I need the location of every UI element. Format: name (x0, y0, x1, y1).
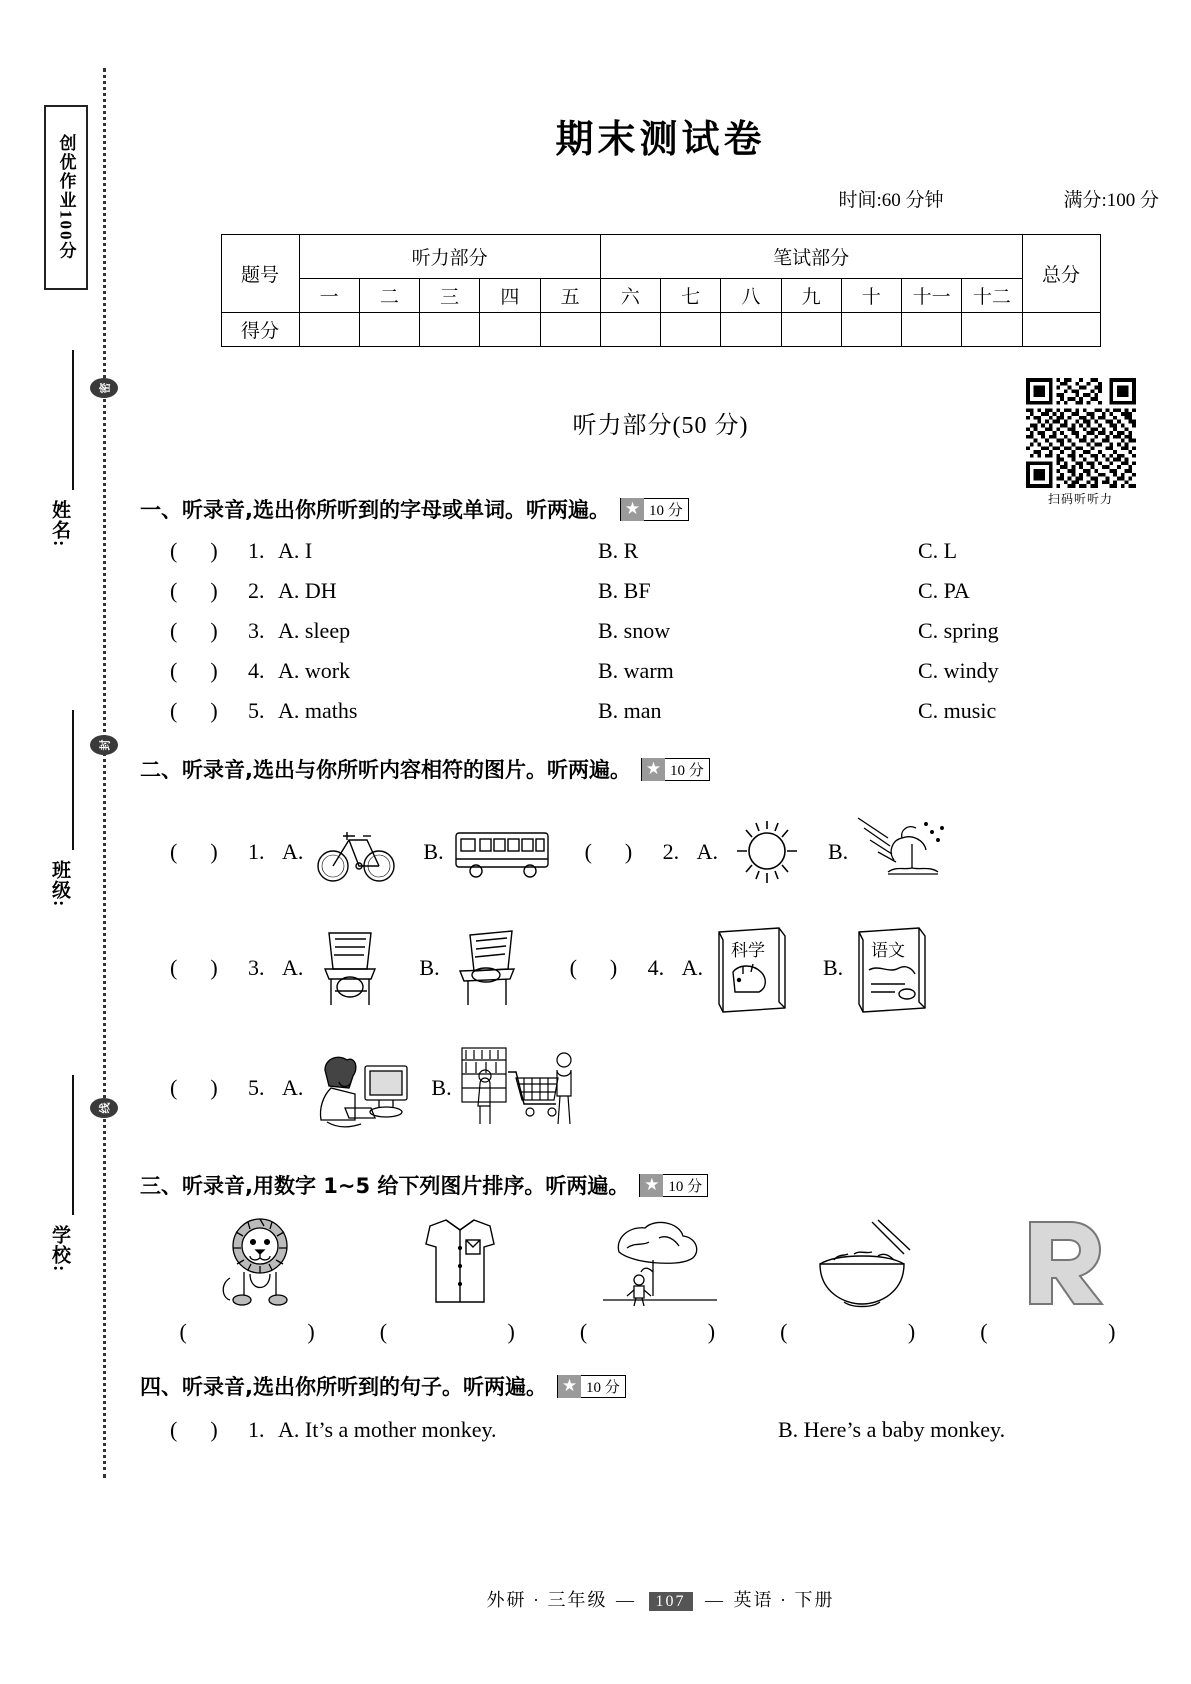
option-b-label: B. (822, 955, 844, 980)
footer-subject: 英语 (733, 1590, 774, 1610)
option-b[interactable]: B. warm (598, 658, 674, 683)
answer-paren[interactable]: ( ) (584, 839, 633, 864)
seal-text-mi: 密 (99, 382, 111, 394)
shirt-icon (410, 1214, 510, 1310)
option-a-label: A. (696, 839, 718, 864)
question-4-block (130, 1371, 1191, 1443)
page-title: 期末测试卷 (555, 116, 766, 161)
chinese-book-text: 语文 (871, 941, 906, 961)
footer-dash-left: — (616, 1590, 636, 1610)
option-a-picture[interactable] (278, 1046, 419, 1130)
score-cell-5[interactable] (540, 313, 600, 347)
answer-paren[interactable]: ( ) (170, 618, 218, 643)
footer-dot-2: · (780, 1590, 788, 1610)
item-number: 2. (248, 578, 265, 603)
lion-icon (200, 1214, 320, 1310)
option-a-picture[interactable] (278, 925, 391, 1011)
option-a-picture[interactable] (693, 813, 810, 891)
exam-meta (130, 185, 1191, 212)
mc-row[interactable] (130, 698, 1191, 724)
footer-dot-1: · (533, 1590, 541, 1610)
ordering-answer-paren[interactable]: ( ) (980, 1319, 1142, 1344)
option-b[interactable]: B. Here’s a baby monkey. (778, 1417, 1006, 1442)
score-cell-3[interactable] (420, 313, 480, 347)
rice-bowl-icon (800, 1214, 922, 1310)
tree-boy-icon (597, 1214, 723, 1310)
option-c[interactable]: C. L (918, 538, 958, 563)
score-col-9: 九 (781, 279, 841, 313)
field-school (46, 1065, 73, 1272)
answer-paren[interactable]: ( ) (569, 955, 618, 980)
picture-mc-row[interactable] (130, 922, 1191, 1014)
picture-mc-row[interactable] (130, 1044, 1191, 1132)
sun-icon (724, 813, 810, 891)
question-4-points-badge (557, 1375, 626, 1398)
ordering-answer-paren[interactable]: ( ) (780, 1319, 942, 1344)
left-margin (0, 0, 130, 1684)
score-table-row-label: 题号 (221, 235, 299, 313)
windy-tree-icon (854, 812, 950, 892)
ordering-item[interactable] (768, 1214, 953, 1345)
answer-paren[interactable]: ( ) (170, 1417, 218, 1442)
score-group-written: 笔试部分 (600, 235, 1022, 279)
option-b-picture[interactable] (419, 821, 554, 883)
answer-paren[interactable]: ( ) (170, 578, 218, 603)
supermarket-icon (458, 1044, 578, 1132)
qr-caption: 扫码听听力 (1047, 492, 1113, 506)
score-col-3: 三 (420, 279, 480, 313)
option-b-picture[interactable] (824, 812, 950, 892)
exam-page (130, 0, 1191, 1684)
qr-code-block[interactable] (998, 378, 1163, 507)
seal-dotted-line (103, 68, 106, 1478)
ordering-picture-row (130, 1214, 1191, 1345)
question-4-points: 10 分 (585, 1379, 620, 1396)
star-icon: ★ (621, 498, 644, 521)
question-2-points: 10 分 (669, 762, 704, 779)
question-3-points-badge (639, 1174, 708, 1197)
item-number: 5. (248, 698, 265, 723)
score-col-4: 四 (480, 279, 540, 313)
item-number: 3. (248, 955, 265, 980)
seal-badge-feng (90, 735, 118, 755)
question-2-block (130, 754, 1191, 1132)
total-score: 满分:100 分 (1063, 190, 1159, 211)
option-c[interactable]: C. music (918, 698, 997, 723)
score-col-11: 十一 (902, 279, 962, 313)
score-cell-1[interactable] (299, 313, 359, 347)
item-number: 4. (248, 658, 265, 683)
score-col-10: 十 (841, 279, 901, 313)
name-write-line[interactable] (72, 350, 74, 490)
answer-paren[interactable]: ( ) (170, 658, 218, 683)
answer-paren[interactable]: ( ) (170, 839, 218, 864)
star-icon: ★ (642, 758, 665, 781)
mc-row[interactable] (130, 658, 1191, 684)
question-3-text: 三、听录音,用数字 1~5 给下列图片排序。听两遍。 (140, 1174, 630, 1198)
option-a-label: A. (681, 955, 703, 980)
answer-paren[interactable]: ( ) (170, 955, 218, 980)
option-b-label: B. (827, 839, 849, 864)
mc-row[interactable] (130, 578, 1191, 604)
science-book-text: 科学 (730, 941, 765, 961)
option-c[interactable]: C. PA (918, 578, 970, 603)
score-col-6: 六 (600, 279, 660, 313)
ordering-answer-paren[interactable]: ( ) (579, 1319, 742, 1344)
answer-paren[interactable]: ( ) (170, 698, 218, 723)
question-1-points-badge (620, 498, 689, 521)
field-name-label: 姓名: (49, 500, 70, 548)
question-2-points-badge (641, 758, 710, 781)
score-col-5: 五 (540, 279, 600, 313)
field-school-label: 学校: (49, 1225, 70, 1273)
option-b-picture[interactable] (427, 1044, 577, 1132)
option-b[interactable]: B. R (598, 538, 639, 563)
letter-r-icon (1008, 1214, 1114, 1310)
item-number: 2. (662, 839, 680, 864)
score-col-2: 二 (359, 279, 419, 313)
chinese-book-icon (849, 922, 935, 1014)
option-a[interactable]: A. maths (278, 698, 358, 723)
footer-dash-right: — (705, 1590, 725, 1610)
item-number: 1. (248, 1417, 265, 1442)
footer-grade: 三年级 (547, 1590, 608, 1610)
picture-mc-row[interactable] (130, 812, 1191, 892)
score-cell-total[interactable] (1022, 313, 1100, 347)
qr-code-icon[interactable] (1017, 378, 1145, 488)
score-col-12: 十二 (962, 279, 1022, 313)
ordering-item[interactable] (168, 1214, 353, 1345)
score-cell-7[interactable] (661, 313, 721, 347)
option-a-label: A. (282, 1075, 304, 1100)
mc-row[interactable] (130, 618, 1191, 644)
score-row-label: 得分 (221, 313, 299, 347)
seal-text-xian: 线 (99, 1102, 111, 1114)
question-4-text: 四、听录音,选出你所听到的句子。听两遍。 (140, 1375, 547, 1399)
score-cell-10[interactable] (841, 313, 901, 347)
item-number: 3. (248, 618, 265, 643)
option-b[interactable]: B. BF (598, 578, 651, 603)
option-c[interactable]: C. spring (918, 618, 999, 643)
footer-publisher: 外研 (486, 1590, 527, 1610)
option-a[interactable]: A. I (278, 538, 313, 563)
class-write-line[interactable] (72, 710, 74, 850)
question-3-block (130, 1170, 1191, 1345)
score-table (221, 234, 1101, 347)
question-2-heading (140, 754, 1191, 784)
option-a[interactable]: A. work (278, 658, 351, 683)
score-cell-2[interactable] (359, 313, 419, 347)
time-limit: 时间:60 分钟 (838, 190, 944, 211)
brand-label: 创优作业100分 (56, 134, 76, 261)
item-number: 1. (248, 839, 265, 864)
score-cell-4[interactable] (480, 313, 540, 347)
item-number: 1. (248, 538, 265, 563)
option-b-label: B. (431, 1075, 452, 1100)
score-col-7: 七 (661, 279, 721, 313)
question-2-text: 二、听录音,选出与你所听内容相符的图片。听两遍。 (140, 758, 631, 782)
ordering-item[interactable] (568, 1214, 753, 1345)
option-b[interactable]: B. snow (598, 618, 671, 643)
score-col-1: 一 (299, 279, 359, 313)
option-c[interactable]: C. windy (918, 658, 999, 683)
ordering-item[interactable] (368, 1214, 553, 1345)
listening-part-heading: 听力部分(50 分) (572, 413, 749, 439)
bus-icon (450, 821, 555, 883)
option-b[interactable]: B. man (598, 698, 662, 723)
answer-paren[interactable]: ( ) (170, 1075, 218, 1100)
brand-box (44, 105, 88, 290)
seal-badge-xian (90, 1098, 118, 1118)
score-cell-8[interactable] (721, 313, 781, 347)
field-name (46, 340, 73, 547)
chair-front-icon (309, 925, 391, 1011)
option-a[interactable]: A. It’s a mother monkey. (278, 1417, 497, 1442)
woman-computer-icon (309, 1046, 419, 1130)
question-3-heading (140, 1170, 1191, 1200)
science-book-icon (709, 922, 795, 1014)
option-b-label: B. (419, 955, 440, 980)
ordering-answer-paren[interactable]: ( ) (379, 1319, 541, 1344)
answer-paren[interactable]: ( ) (170, 538, 218, 563)
option-b-picture[interactable] (819, 922, 935, 1014)
option-a-label: A. (282, 955, 304, 980)
question-1-block (130, 494, 1191, 724)
score-group-listening: 听力部分 (299, 235, 600, 279)
score-cell-11[interactable] (902, 313, 962, 347)
option-b-label: B. (423, 839, 444, 864)
option-a-picture[interactable] (278, 818, 401, 886)
question-3-points: 10 分 (668, 1178, 703, 1195)
footer-volume: 下册 (794, 1590, 835, 1610)
score-cell-6[interactable] (600, 313, 660, 347)
option-a[interactable]: A. sleep (278, 618, 351, 643)
seal-badge-mi (90, 378, 118, 398)
question-4-heading (140, 1371, 1191, 1401)
footer-page-number: 107 (649, 1592, 693, 1611)
score-cell-12[interactable] (962, 313, 1022, 347)
mc-row[interactable] (130, 538, 1191, 564)
score-col-8: 八 (721, 279, 781, 313)
question-1-points: 10 分 (648, 502, 683, 519)
score-cell-9[interactable] (781, 313, 841, 347)
bicycle-icon (309, 818, 401, 886)
star-icon: ★ (558, 1375, 581, 1398)
page-footer (130, 1586, 1191, 1612)
sentence-mc-row[interactable] (130, 1417, 1191, 1443)
ordering-answer-paren[interactable]: ( ) (179, 1319, 341, 1344)
item-number: 5. (248, 1075, 265, 1100)
option-a-picture[interactable] (678, 922, 795, 1014)
chair-side-icon (446, 925, 528, 1011)
star-icon: ★ (640, 1174, 663, 1197)
seal-text-feng: 封 (99, 739, 111, 751)
school-write-line[interactable] (72, 1075, 74, 1215)
option-b-picture[interactable] (415, 925, 527, 1011)
field-class (46, 700, 73, 907)
ordering-item[interactable] (968, 1214, 1153, 1345)
item-number: 4. (647, 955, 665, 980)
score-total-label: 总分 (1022, 235, 1100, 313)
option-a-label: A. (282, 839, 304, 864)
question-1-text: 一、听录音,选出你所听到的字母或单词。听两遍。 (140, 498, 610, 522)
option-a[interactable]: A. DH (278, 578, 337, 603)
field-class-label: 班级: (49, 860, 70, 908)
